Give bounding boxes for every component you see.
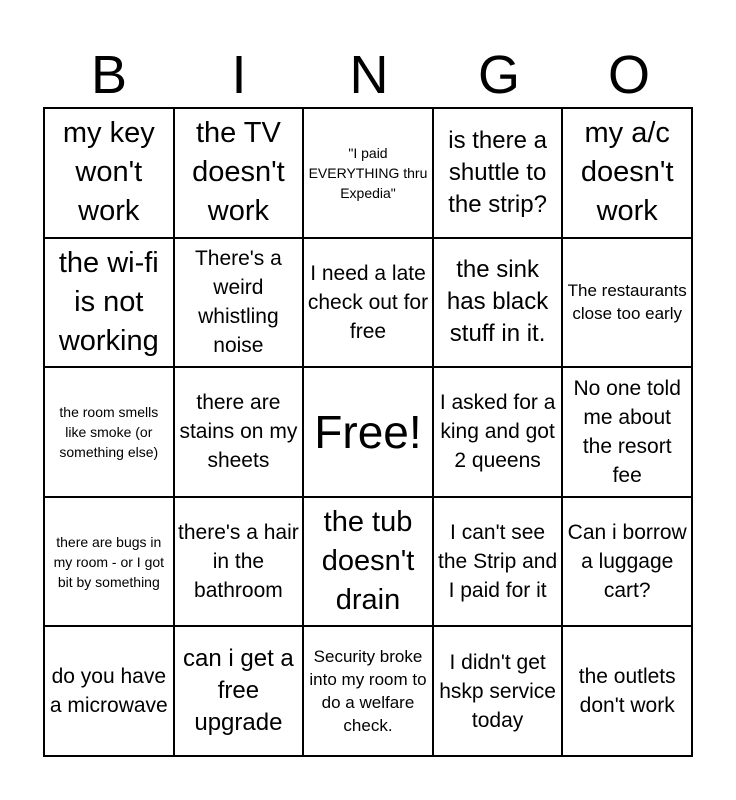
bingo-cell[interactable] <box>174 497 304 627</box>
bingo-cell[interactable] <box>433 497 563 627</box>
bingo-cell[interactable] <box>433 626 563 756</box>
cell-text: I can't see the Strip and I paid for it <box>438 521 558 603</box>
bingo-cell[interactable] <box>174 626 304 756</box>
bingo-cell[interactable] <box>433 367 563 497</box>
bingo-cell[interactable] <box>562 497 692 627</box>
header-letter-o: O <box>607 45 650 105</box>
bingo-cell[interactable] <box>562 367 692 497</box>
cell-text: No one told me about the resort fee <box>573 376 681 487</box>
free-space-text: Free! <box>314 405 422 458</box>
bingo-cell[interactable] <box>433 238 563 368</box>
cell-text: the room smells like smoke (or something else) <box>59 403 159 460</box>
cell-text: the sink has black stuff in it. <box>446 256 549 348</box>
bingo-cell[interactable] <box>174 238 304 368</box>
cell-text: there are stains on my sheets <box>179 391 298 473</box>
bingo-cell[interactable] <box>44 108 174 238</box>
bingo-cell[interactable] <box>562 626 692 756</box>
cell-text: my a/c doesn't work <box>580 117 674 228</box>
bingo-board <box>43 107 693 757</box>
free-space-cell[interactable] <box>303 367 433 497</box>
cell-text: there are bugs in my room - or I got bit by something <box>53 533 165 590</box>
cell-text: Can i borrow a luggage cart? <box>567 521 687 603</box>
cell-text: the TV doesn't work <box>192 117 285 228</box>
bingo-cell[interactable] <box>303 497 433 627</box>
cell-text: there's a hair in the bathroom <box>178 521 299 603</box>
cell-text: The restaurants close too early <box>567 281 687 324</box>
bingo-cell[interactable] <box>562 108 692 238</box>
bingo-cell[interactable] <box>303 108 433 238</box>
cell-text: I asked for a king and got 2 queens <box>439 391 556 473</box>
cell-text: the tub doesn't drain <box>321 506 415 617</box>
bingo-cell[interactable] <box>433 108 563 238</box>
cell-text: There's a weird whistling noise <box>194 247 282 358</box>
header-letter-g: G <box>477 45 520 105</box>
cell-text: "I paid EVERYTHING thru Expedia" <box>308 144 428 201</box>
cell-text: I didn't get hskp service today <box>439 650 556 732</box>
cell-text: I need a late check out for free <box>307 261 429 343</box>
cell-text: do you have a microwave <box>49 665 168 718</box>
header-letter-i: I <box>231 45 247 105</box>
cell-text: can i get a free upgrade <box>183 645 294 737</box>
bingo-cell[interactable] <box>44 238 174 368</box>
cell-text: the wi-fi is not working <box>58 246 159 357</box>
bingo-cell[interactable] <box>44 626 174 756</box>
header-letter-n: N <box>349 45 389 105</box>
cell-text: the outlets don't work <box>578 665 676 718</box>
bingo-cell[interactable] <box>174 108 304 238</box>
bingo-cell[interactable] <box>44 367 174 497</box>
bingo-cell[interactable] <box>174 367 304 497</box>
bingo-header <box>44 44 694 106</box>
bingo-cell[interactable] <box>303 238 433 368</box>
header-letter-b: B <box>90 45 128 105</box>
cell-text: is there a shuttle to the strip? <box>448 126 547 218</box>
cell-text: Security broke into my room to do a welfare check. <box>309 647 427 736</box>
cell-text: my key won't work <box>62 117 155 228</box>
bingo-cell[interactable] <box>562 238 692 368</box>
bingo-cell[interactable] <box>44 497 174 627</box>
bingo-cell[interactable] <box>303 626 433 756</box>
